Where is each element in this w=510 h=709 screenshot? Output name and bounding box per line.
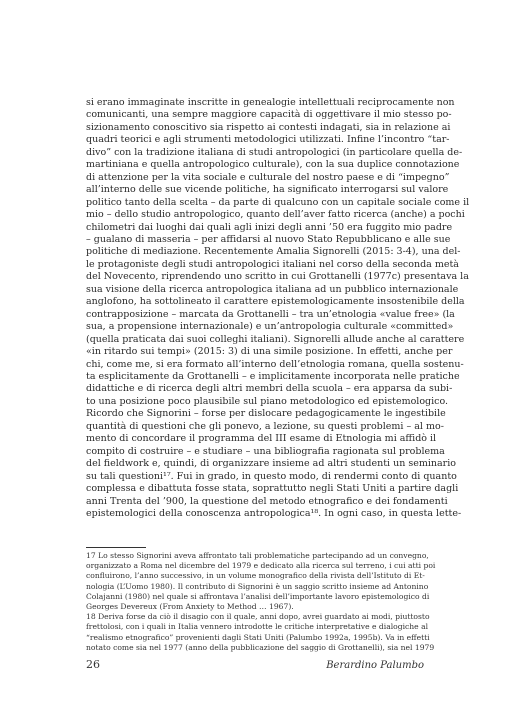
page-number: 26 xyxy=(86,658,100,671)
body-line: di attenzione per la vita sociale e culturale del nostro paese e di “impegno” xyxy=(86,171,450,183)
body-line: sua visione della ricerca antropologica italiana ad un pubblico internazionale xyxy=(86,283,459,295)
body-line: all’interno delle sue vicende politiche, ha significato interrogarsi sul valore xyxy=(86,184,449,196)
footnote-line: notato come sia nel 1977 (anno della pubblicazione del saggio di Grottanelli), sia nel 1979 xyxy=(86,642,435,652)
footnote-line: 17 Lo stesso Signorini aveva affrontato tali problematiche partecipando ad un convegno, xyxy=(86,551,429,560)
body-line: politiche di mediazione. Recentemente Amalia Signorelli (2015: 3-4), una del- xyxy=(86,246,461,258)
body-line: le protagoniste degli studi antropologici italiani nel corso della seconda metà xyxy=(86,258,459,270)
body-line: ta esplicitamente da Grottanelli – e implicitamente incorporata nelle pratiche xyxy=(86,370,460,382)
body-line: compito di costruire – e studiare – una bibliografia ragionata sul problema xyxy=(86,445,445,457)
body-line: epistemologici della conoscenza antropologica¹⁸. In ogni caso, in questa lette- xyxy=(86,507,462,519)
body-text xyxy=(86,97,470,520)
footnote-line: frettolosi, con i quali in Italia vennero introdotte le critiche interpretative e dialogiche al xyxy=(86,622,429,632)
body-line: quantità di questioni che gli ponevo, a lezione, su questi problemi – al mo- xyxy=(86,420,444,432)
body-line: «in ritardo sui tempi» (2015: 3) di una simile posizione. In effetti, anche per xyxy=(86,346,453,358)
footnote-line: organizzato a Roma nel dicembre del 1979 e dedicato alla ricerca sul terreno, i cui atti poi xyxy=(86,561,436,571)
body-line: quadri teorici e agli strumenti metodologici utilizzati. Infine l’incontro “tar- xyxy=(86,134,450,146)
body-line: del Novecento, riprendendo uno scritto in cui Grottanelli (1977c) presentava la xyxy=(86,271,469,283)
body-line: chilometri dai luoghi dai quali agli inizi degli anni ’50 era fuggito mio padre xyxy=(86,221,453,233)
body-line: – gualano di masseria – per affidarsi al nuovo Stato Repubblicano e alle sue xyxy=(86,233,451,245)
body-line: mento di concordare il programma del III esame di Etnologia mi affidò il xyxy=(86,433,437,445)
body-line: su tali questioni¹⁷. Fui in grado, in questo modo, di rendermi conto di quanto xyxy=(86,470,457,482)
body-line: anglofono, ha sottolineato il carattere epistemologicamente insostenibile della xyxy=(86,296,465,308)
footnote-line: nologia (L’Uomo 1980). Il contributo di Signorini è un saggio scritto insieme ad Antonino xyxy=(86,581,429,591)
footnote-line: Colajanni (1980) nel quale si affrontava l’analisi dell’importante lavoro epistemologico di xyxy=(86,591,430,601)
body-line: anni Trenta del ’900, la questione del metodo etnografico e dei fondamenti xyxy=(86,495,448,507)
footnotes xyxy=(86,551,436,653)
body-line: martiniana e quella antropologico culturale), con la sua duplice connotazione xyxy=(86,159,460,171)
body-line: del fieldwork e, quindi, di organizzare insieme ad altri studenti un seminario xyxy=(86,458,456,470)
body-line: sizionamento conoscitivo sia rispetto ai contesti indagati, sia in relazione ai xyxy=(86,121,451,133)
running-footer-author: Berardino Palumbo xyxy=(326,660,424,671)
footnote-line: confluirono, l’anno successivo, in un volume monografico della rivista dell’Istituto di Et- xyxy=(86,571,425,581)
body-line: contrapposizione – marcata da Grottanelli – tra un’etnologia «value free» (la xyxy=(86,308,455,320)
footnote-line: 18 Deriva forse da ciò il disagio con il quale, anni dopo, avrei guardato ai modi, piuttosto xyxy=(86,612,430,622)
body-line: chi, come me, si era formato all’interno dell’etnologia romana, quella sostenu- xyxy=(86,358,464,370)
body-line: politico tanto della scelta – da parte di qualcuno con un capitale sociale come il xyxy=(86,196,470,208)
body-line: mio – dello studio antropologico, quanto dell’aver fatto ricerca (anche) a pochi xyxy=(86,209,465,221)
body-line: Ricordo che Signorini – forse per dislocare pedagogicamente le ingestibile xyxy=(86,408,446,420)
body-line: divo” con la tradizione italiana di studi antropologici (in particolare quella de- xyxy=(86,146,463,158)
body-line: comunicanti, una sempre maggiore capacità di oggettivare il mio stesso po- xyxy=(86,109,452,121)
body-line: sua, a propensione internazionale) e un’antropologia culturale «committed» xyxy=(86,321,454,333)
body-line: to una posizione poco plausibile sul piano metodologico ed epistemologico. xyxy=(86,395,449,407)
body-line: (quella praticata dai suoi colleghi italiani). Signorelli allude anche al carattere xyxy=(86,333,465,345)
footnote-line: “realismo etnografico” provenienti dagli Stati Uniti (Palumbo 1992a, 1995b). Va in effetti xyxy=(86,632,430,642)
body-line: complessa e dibattuta fosse stata, soprattutto negli Stati Uniti a partire dagli xyxy=(86,483,459,495)
body-line: didattiche e di ricerca degli altri membri della scuola – era apparsa da subi- xyxy=(86,383,453,395)
footnote-line: Georges Devereux (From Anxiety to Method … 1967). xyxy=(86,602,294,612)
footnote-divider xyxy=(86,547,146,548)
body-line: si erano immaginate inscritte in genealogie intellettuali reciprocamente non xyxy=(86,97,455,108)
